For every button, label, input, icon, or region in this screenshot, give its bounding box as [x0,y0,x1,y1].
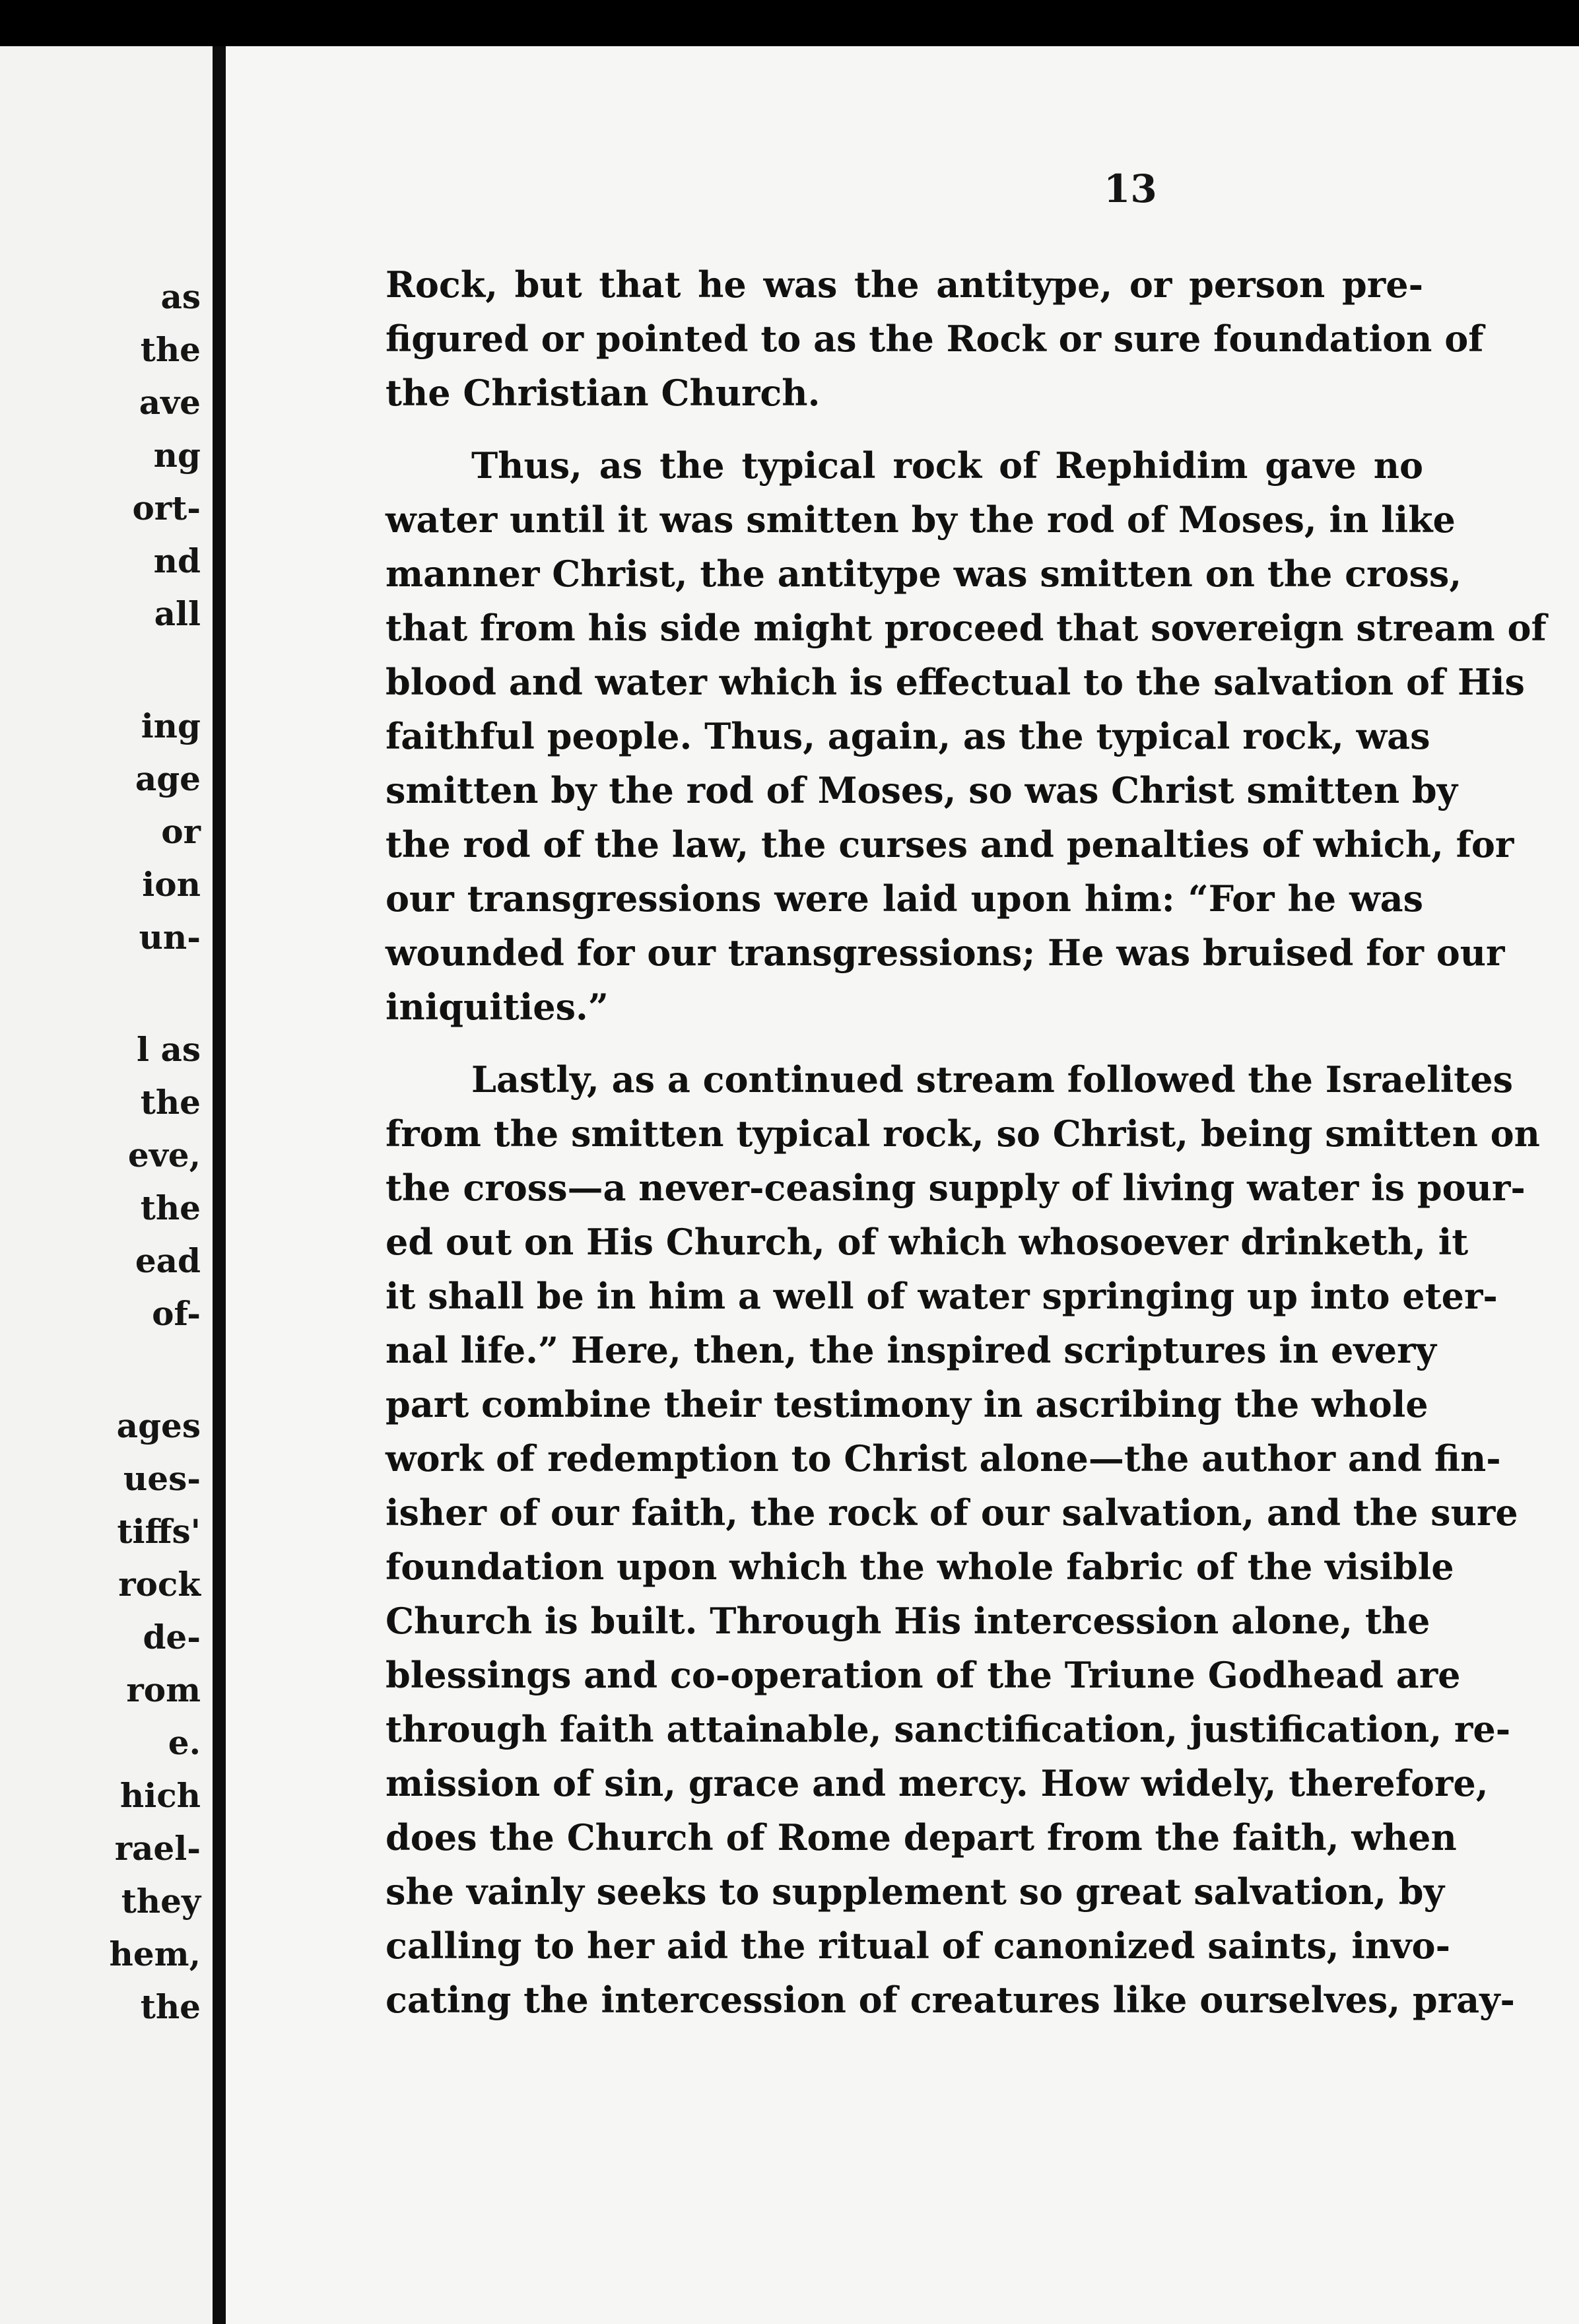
page-body-text [386,257,1547,2040]
text-line: faithful people. Thus, again, as the typical rock, was [386,715,1430,757]
text-line: cating the intercession of creatures like ourselves, pray- [386,1979,1515,2021]
text-line: iniquities.” [386,986,609,1028]
left-page-fragment-text: ave [139,383,201,422]
text-line: our transgressions were laid upon him: “For he was [386,877,1423,920]
left-page-fragment-text: ion [142,865,201,904]
text-line: wounded for our transgressions; He was bruised for our [386,932,1505,974]
text-line: nal life.” Here, then, the inspired scriptures in every [386,1329,1436,1371]
left-page-fragment-text: the [140,330,201,369]
page-number: 13 [1104,166,1157,211]
text-line: she vainly seeks to supplement so great salvation, by [386,1870,1444,1913]
left-page-fragment-text: un- [139,918,201,957]
text-line: isher of our faith, the rock of our salvation, and the sure [386,1491,1518,1534]
left-page-fragment-text: as [160,277,201,316]
left-page-fragment-text: ing [141,706,201,745]
text-line: the rod of the law, the curses and penalties of which, for [386,823,1514,866]
left-page-fragment-text: tiffs' [117,1512,201,1551]
text-line: manner Christ, the antitype was smitten on the cross, [386,553,1462,595]
left-page-fragment-text: ues- [123,1459,201,1498]
text-line: that from his side might proceed that sovereign stream of [386,607,1547,649]
scan-top-border [0,0,1579,46]
text-line: Rock, but that he was the antitype, or person pre- [386,263,1423,306]
book-gutter [213,46,226,2324]
text-line: smitten by the rod of Moses, so was Christ smitten by [386,769,1458,811]
left-page-fragment-text: rael- [114,1829,201,1868]
text-line: it shall be in him a well of water springing up into eter- [386,1275,1498,1317]
left-page-fragment-text: all [154,594,201,633]
left-page-fragment-text: age [135,759,201,798]
text-line: Thus, as the typical rock of Rephidim gave no [471,444,1423,487]
text-line: calling to her aid the ritual of canonized saints, invo- [386,1925,1450,1967]
text-line: from the smitten typical rock, so Christ, being smitten on [386,1112,1540,1155]
text-line: ed out on His Church, of which whosoever drinketh, it [386,1221,1469,1263]
paragraph-gap [386,1034,1423,1052]
left-page-fragment-text: the [140,1083,201,1122]
text-line: does the Church of Rome depart from the faith, when [386,1816,1457,1859]
text-line: the Christian Church. [386,372,821,414]
text-line: foundation upon which the whole fabric of the visible [386,1546,1454,1588]
paragraph [386,438,1547,1034]
text-line: work of redemption to Christ alone—the author and fin- [386,1437,1501,1480]
left-page-fragment-text: ead [135,1241,201,1280]
text-line: part combine their testimony in ascribing the whole [386,1383,1428,1425]
paragraph [386,1052,1540,2027]
left-page-fragment-text: rom [126,1670,201,1709]
text-line: mission of sin, grace and mercy. How widely, therefore, [386,1762,1489,1804]
left-page-fragment-text: rock [118,1565,201,1604]
left-page-fragment-text: or [161,812,201,851]
text-line: figured or pointed to as the Rock or sure foundation of [386,318,1484,360]
paragraph-gap [386,420,1423,438]
left-page-fragment-text: eve, [127,1136,201,1175]
left-page-fragment-text: e. [168,1723,201,1762]
left-page-fragment-text: hem, [109,1934,201,1973]
left-page-text-fragments [0,46,213,2324]
left-page-fragment-text: of- [152,1294,201,1333]
text-line: Lastly, as a continued stream followed the Israelites [471,1058,1513,1101]
text-line: blessings and co-operation of the Triune Godhead are [386,1654,1461,1696]
left-page-fragment-text: the [140,1987,201,2026]
left-page-fragment-text: the [140,1188,201,1227]
text-line: water until it was smitten by the rod of Moses, in like [386,498,1456,541]
text-line: through faith attainable, sanctification, justification, re- [386,1708,1511,1750]
paragraph [386,257,1484,420]
left-page-fragment [0,46,213,2324]
left-page-fragment-text: ng [153,436,201,475]
left-page-fragment-text: hich [119,1776,201,1815]
left-page-fragment-text: nd [153,541,201,580]
left-page-fragment-text: ort- [132,489,201,528]
left-page-fragment-text: de- [143,1618,201,1657]
text-line: Church is built. Through His intercession alone, the [386,1600,1430,1642]
text-line: blood and water which is effectual to the salvation of His [386,661,1525,703]
left-page-fragment-text: they [121,1882,201,1921]
text-line: the cross—a never-ceasing supply of living water is pour- [386,1167,1526,1209]
left-page-fragment-text: ages [116,1406,201,1445]
left-page-fragment-text: l as [137,1030,201,1069]
